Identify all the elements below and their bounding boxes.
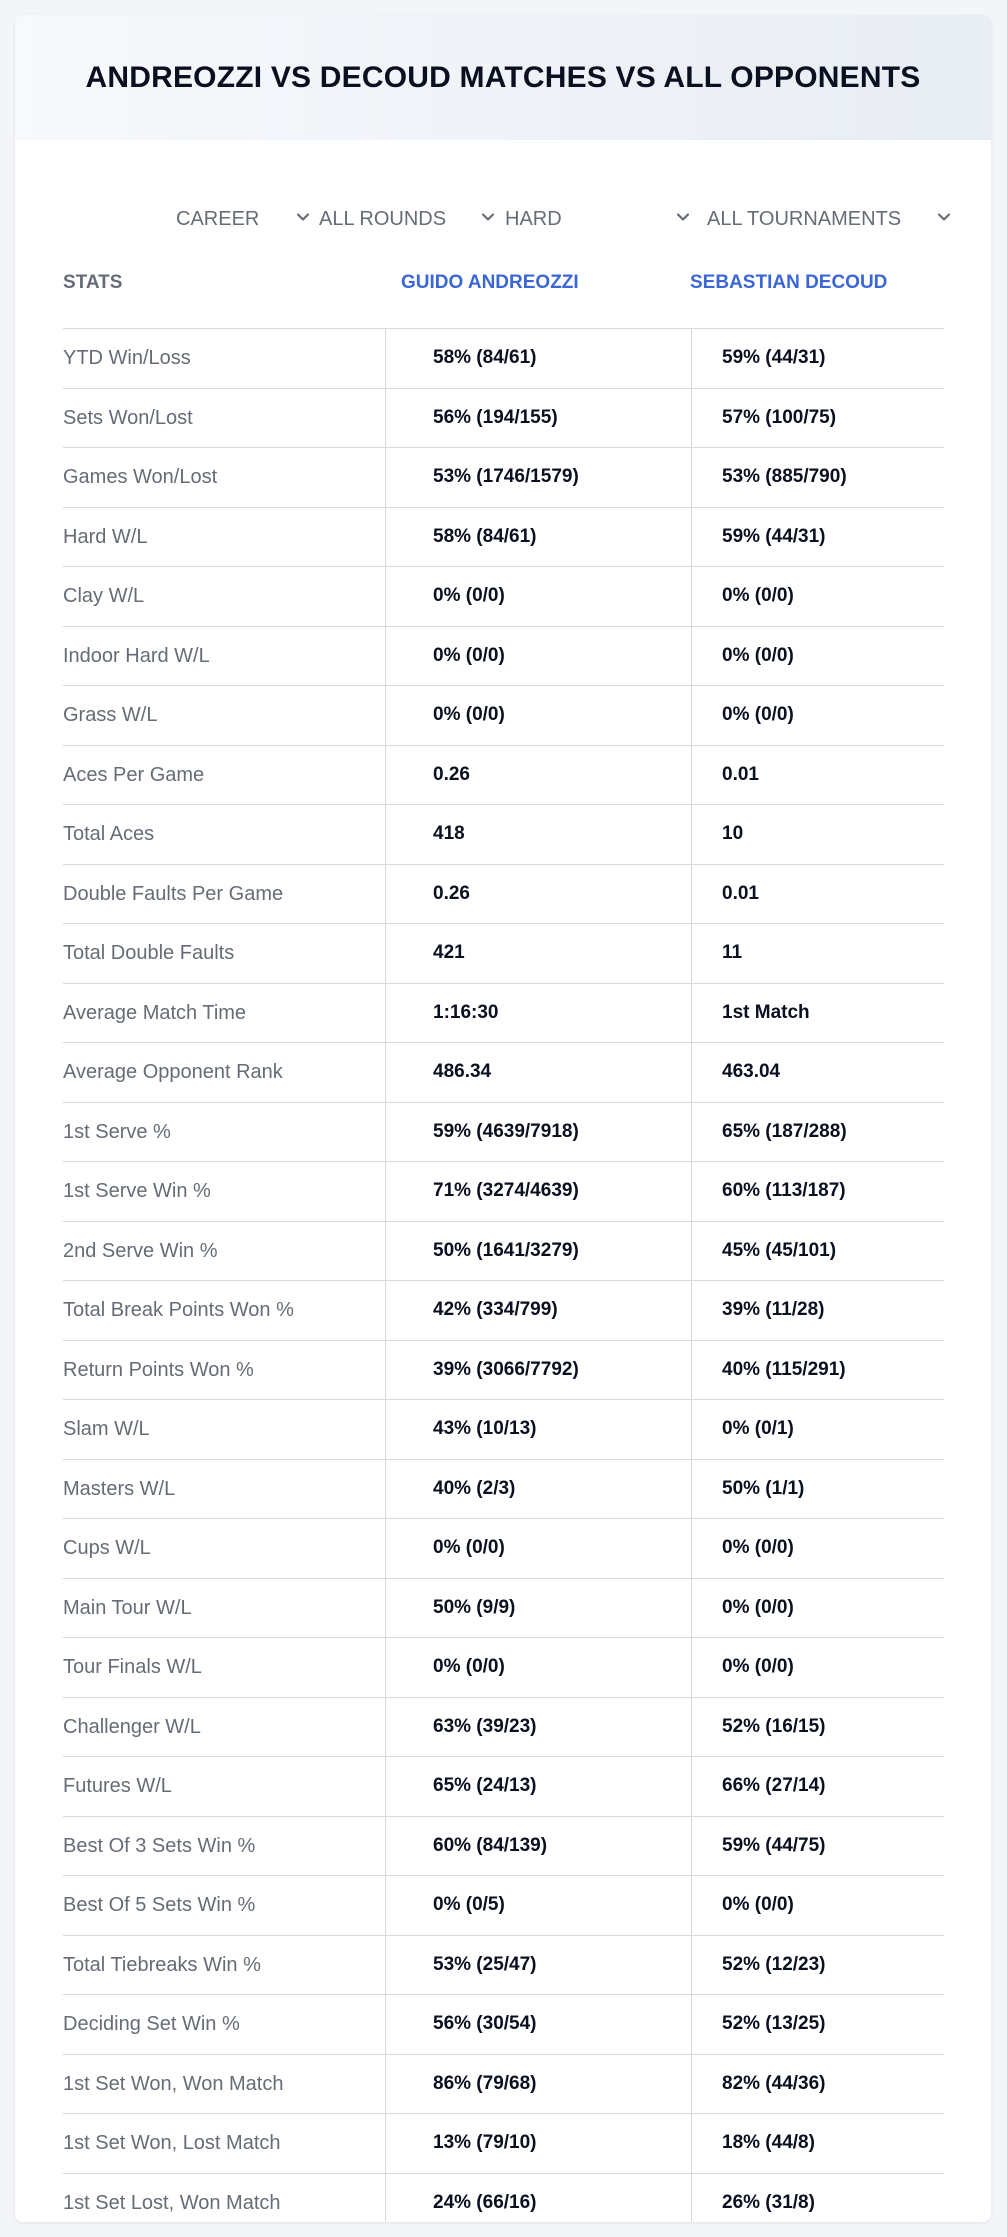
column-divider (691, 567, 692, 626)
player2-stat-value: 53% (885/790) (722, 466, 847, 487)
column-divider (385, 508, 386, 567)
player1-column-header[interactable]: GUIDO ANDREOZZI (401, 272, 579, 293)
column-divider (691, 1995, 692, 2054)
column-divider (385, 448, 386, 507)
column-divider (385, 1876, 386, 1935)
player1-stat-value: 0% (0/5) (433, 1894, 505, 1915)
table-row (63, 1519, 944, 1579)
player1-stat-value: 59% (4639/7918) (433, 1120, 579, 1142)
column-divider (691, 1103, 692, 1162)
player2-stat-value: 82% (44/36) (722, 2072, 826, 2094)
stat-label: Aces Per Game (63, 763, 205, 786)
column-divider (691, 1817, 692, 1876)
table-row (63, 1222, 944, 1282)
column-divider (691, 448, 692, 507)
table-row (63, 1698, 944, 1758)
player1-stat-value: 43% (10/13) (433, 1418, 537, 1439)
column-divider (385, 567, 386, 626)
column-divider (691, 1579, 692, 1638)
column-divider (691, 508, 692, 567)
stat-label: Total Break Points Won % (63, 1299, 294, 1321)
table-body (63, 329, 944, 2222)
column-divider (691, 627, 692, 686)
player1-stat-value: 86% (79/68) (433, 2072, 537, 2094)
column-divider (385, 1698, 386, 1757)
stats-table (63, 255, 944, 2222)
surface-select[interactable] (505, 189, 695, 249)
column-divider (691, 2114, 692, 2173)
column-divider (385, 329, 386, 388)
column-divider (691, 1876, 692, 1935)
stats-column-header: STATS (63, 272, 123, 293)
table-row (63, 448, 944, 508)
stat-label: Average Match Time (63, 1001, 247, 1024)
column-divider (691, 1460, 692, 1519)
column-divider (691, 1162, 692, 1221)
player1-stat-value: 1:16:30 (433, 1001, 499, 1023)
player2-stat-value: 18% (44/8) (722, 2132, 815, 2153)
column-divider (385, 865, 386, 924)
page-title: ANDREOZZI VS DECOUD MATCHES VS ALL OPPONENTS (85, 60, 921, 94)
player2-stat-value: 52% (13/25) (722, 2013, 826, 2034)
column-divider (691, 1757, 692, 1816)
column-divider (385, 984, 386, 1043)
player2-stat-value: 0% (0/0) (722, 704, 794, 725)
column-divider (385, 2055, 386, 2114)
player2-stat-value: 0% (0/0) (722, 1656, 794, 1677)
player1-stat-value: 13% (79/10) (433, 2132, 537, 2153)
stat-label: 1st Serve % (63, 1120, 171, 1143)
table-header (63, 255, 944, 329)
column-divider (691, 1400, 692, 1459)
rounds-select[interactable] (319, 189, 501, 249)
stat-label: 1st Serve Win % (63, 1180, 211, 1202)
stat-label: Clay W/L (63, 585, 145, 607)
player1-stat-value: 71% (3274/4639) (433, 1180, 579, 1201)
table-row (63, 329, 944, 389)
player1-stat-value: 42% (334/799) (433, 1299, 558, 1320)
period-select[interactable] (176, 189, 316, 249)
stat-label: 1st Set Lost, Won Match (63, 2191, 281, 2214)
stat-label: Total Tiebreaks Win % (63, 1953, 261, 1976)
column-divider (385, 1936, 386, 1995)
column-divider (385, 1757, 386, 1816)
table-row (63, 1281, 944, 1341)
column-divider (385, 1222, 386, 1281)
player1-stat-value: 0% (0/0) (433, 704, 505, 725)
column-divider (691, 389, 692, 448)
column-divider (385, 1103, 386, 1162)
stat-label: Best Of 3 Sets Win % (63, 1834, 256, 1857)
card-header (15, 15, 991, 140)
table-row (63, 865, 944, 925)
chevron-down-icon (675, 209, 691, 225)
player1-stat-value: 50% (9/9) (433, 1596, 516, 1618)
stat-label: Tour Finals W/L (63, 1656, 202, 1678)
player1-stat-value: 58% (84/61) (433, 347, 537, 368)
period-select-label: CAREER (176, 207, 260, 230)
table-row (63, 627, 944, 687)
table-row (63, 924, 944, 984)
player2-stat-value: 26% (31/8) (722, 2191, 815, 2213)
player1-stat-value: 486.34 (433, 1061, 492, 1082)
column-divider (691, 2055, 692, 2114)
column-divider (385, 1995, 386, 2054)
player2-stat-value: 60% (113/187) (722, 1180, 846, 1201)
stat-label: Deciding Set Win % (63, 2013, 240, 2035)
table-row (63, 1757, 944, 1817)
stat-label: Masters W/L (63, 1477, 176, 1500)
player1-stat-value: 0% (0/0) (433, 1537, 505, 1558)
filter-bar (15, 189, 991, 249)
table-row (63, 1400, 944, 1460)
stat-label: 1st Set Won, Lost Match (63, 2132, 281, 2154)
column-divider (691, 746, 692, 805)
column-divider (691, 1222, 692, 1281)
surface-select-label: HARD (505, 207, 562, 230)
table-row (63, 1341, 944, 1401)
table-row (63, 686, 944, 746)
stat-label: Challenger W/L (63, 1715, 201, 1738)
player1-stat-value: 0% (0/0) (433, 1656, 505, 1677)
column-divider (385, 1519, 386, 1578)
column-divider (691, 924, 692, 983)
player2-stat-value: 66% (27/14) (722, 1775, 826, 1796)
player1-stat-value: 0.26 (433, 763, 470, 785)
player1-stat-value: 40% (2/3) (433, 1477, 516, 1499)
player1-stat-value: 421 (433, 942, 465, 963)
table-row (63, 389, 944, 449)
player2-stat-value: 40% (115/291) (722, 1358, 846, 1380)
column-divider (691, 1281, 692, 1340)
column-divider (385, 1043, 386, 1102)
player2-stat-value: 463.04 (722, 1061, 781, 1082)
player2-stat-value: 1st Match (722, 1001, 810, 1023)
player2-stat-value: 59% (44/75) (722, 1834, 826, 1856)
stat-label: Hard W/L (63, 525, 148, 548)
stat-label: Return Points Won % (63, 1358, 254, 1381)
player2-stat-value: 0% (0/1) (722, 1418, 794, 1439)
column-divider (385, 2114, 386, 2173)
player2-stat-value: 0% (0/0) (722, 644, 794, 666)
chevron-down-icon (295, 209, 311, 225)
column-divider (691, 984, 692, 1043)
player2-stat-value: 0% (0/0) (722, 1537, 794, 1558)
table-row (63, 1817, 944, 1877)
table-row (63, 1460, 944, 1520)
tournaments-select-label: ALL TOURNAMENTS (707, 207, 902, 230)
player2-stat-value: 0% (0/0) (722, 1894, 794, 1915)
column-divider (691, 1341, 692, 1400)
stat-label: Total Aces (63, 823, 155, 845)
column-divider (385, 1281, 386, 1340)
table-row (63, 1995, 944, 2055)
table-row (63, 984, 944, 1044)
column-divider (385, 1817, 386, 1876)
stat-label: Futures W/L (63, 1775, 172, 1797)
table-row (63, 2055, 944, 2115)
player2-stat-value: 59% (44/31) (722, 525, 826, 547)
column-divider (691, 2174, 692, 2223)
table-row (63, 1936, 944, 1996)
table-row (63, 1638, 944, 1698)
column-divider (691, 1043, 692, 1102)
player2-stat-value: 0% (0/0) (722, 1596, 794, 1618)
player2-stat-value: 0% (0/0) (722, 585, 794, 606)
table-row (63, 805, 944, 865)
column-divider (385, 1400, 386, 1459)
stat-label: Total Double Faults (63, 942, 235, 964)
player1-stat-value: 58% (84/61) (433, 525, 537, 547)
column-divider (691, 686, 692, 745)
player1-stat-value: 63% (39/23) (433, 1715, 537, 1737)
player1-stat-value: 0% (0/0) (433, 585, 505, 606)
player1-stat-value: 0% (0/0) (433, 644, 505, 666)
chevron-down-icon (480, 209, 496, 225)
column-divider (385, 627, 386, 686)
player2-stat-value: 65% (187/288) (722, 1120, 847, 1142)
player2-stat-value: 0.01 (722, 763, 759, 785)
player1-stat-value: 60% (84/139) (433, 1834, 548, 1856)
stat-label: Main Tour W/L (63, 1596, 192, 1619)
stat-label: Double Faults Per Game (63, 882, 284, 905)
player1-stat-value: 39% (3066/7792) (433, 1358, 579, 1380)
player1-stat-value: 418 (433, 823, 465, 844)
tournaments-select[interactable] (707, 189, 963, 249)
player2-stat-value: 50% (1/1) (722, 1477, 805, 1499)
stat-label: Indoor Hard W/L (63, 644, 210, 667)
player2-stat-value: 57% (100/75) (722, 406, 837, 428)
table-row (63, 1043, 944, 1103)
player1-stat-value: 56% (30/54) (433, 2013, 537, 2034)
stat-label: Slam W/L (63, 1418, 150, 1440)
player2-stat-value: 52% (16/15) (722, 1715, 826, 1737)
player1-stat-value: 0.26 (433, 882, 470, 904)
stat-label: Sets Won/Lost (63, 406, 193, 429)
player2-stat-value: 45% (45/101) (722, 1239, 837, 1261)
column-divider (691, 329, 692, 388)
rounds-select-label: ALL ROUNDS (319, 207, 447, 230)
player2-stat-value: 10 (722, 823, 744, 844)
table-row (63, 2174, 944, 2223)
stat-label: Games Won/Lost (63, 466, 218, 488)
player1-stat-value: 53% (1746/1579) (433, 466, 579, 487)
player1-stat-value: 65% (24/13) (433, 1775, 537, 1796)
column-divider (691, 805, 692, 864)
table-row (63, 1876, 944, 1936)
stat-label: 1st Set Won, Won Match (63, 2072, 284, 2095)
table-row (63, 567, 944, 627)
column-divider (385, 1460, 386, 1519)
table-row (63, 1579, 944, 1639)
player1-stat-value: 56% (194/155) (433, 406, 558, 428)
column-divider (691, 1936, 692, 1995)
column-divider (691, 1638, 692, 1697)
column-divider (385, 746, 386, 805)
player2-stat-value: 39% (11/28) (722, 1299, 825, 1320)
column-divider (691, 1698, 692, 1757)
stats-card (15, 15, 991, 2222)
column-divider (385, 1579, 386, 1638)
column-divider (691, 865, 692, 924)
column-divider (385, 389, 386, 448)
stat-label: Grass W/L (63, 704, 158, 726)
table-row (63, 1162, 944, 1222)
player2-stat-value: 59% (44/31) (722, 347, 826, 368)
player1-stat-value: 50% (1641/3279) (433, 1239, 579, 1261)
table-row (63, 2114, 944, 2174)
column-divider (385, 686, 386, 745)
player2-column-header[interactable]: SEBASTIAN DECOUD (690, 272, 888, 293)
column-divider (691, 1519, 692, 1578)
player2-stat-value: 0.01 (722, 882, 759, 904)
stat-label: 2nd Serve Win % (63, 1239, 218, 1262)
table-row (63, 508, 944, 568)
player1-stat-value: 53% (25/47) (433, 1953, 537, 1975)
player2-stat-value: 52% (12/23) (722, 1953, 826, 1975)
chevron-down-icon (936, 209, 952, 225)
column-divider (385, 1341, 386, 1400)
column-divider (385, 1638, 386, 1697)
player1-stat-value: 24% (66/16) (433, 2191, 537, 2213)
column-divider (385, 2174, 386, 2223)
column-divider (385, 805, 386, 864)
table-row (63, 746, 944, 806)
column-divider (385, 1162, 386, 1221)
player2-stat-value: 11 (722, 942, 743, 963)
stat-label: Best Of 5 Sets Win % (63, 1894, 256, 1916)
stat-label: Cups W/L (63, 1537, 151, 1559)
stat-label: Average Opponent Rank (63, 1061, 283, 1083)
column-divider (385, 924, 386, 983)
stat-label: YTD Win/Loss (63, 347, 191, 369)
table-row (63, 1103, 944, 1163)
